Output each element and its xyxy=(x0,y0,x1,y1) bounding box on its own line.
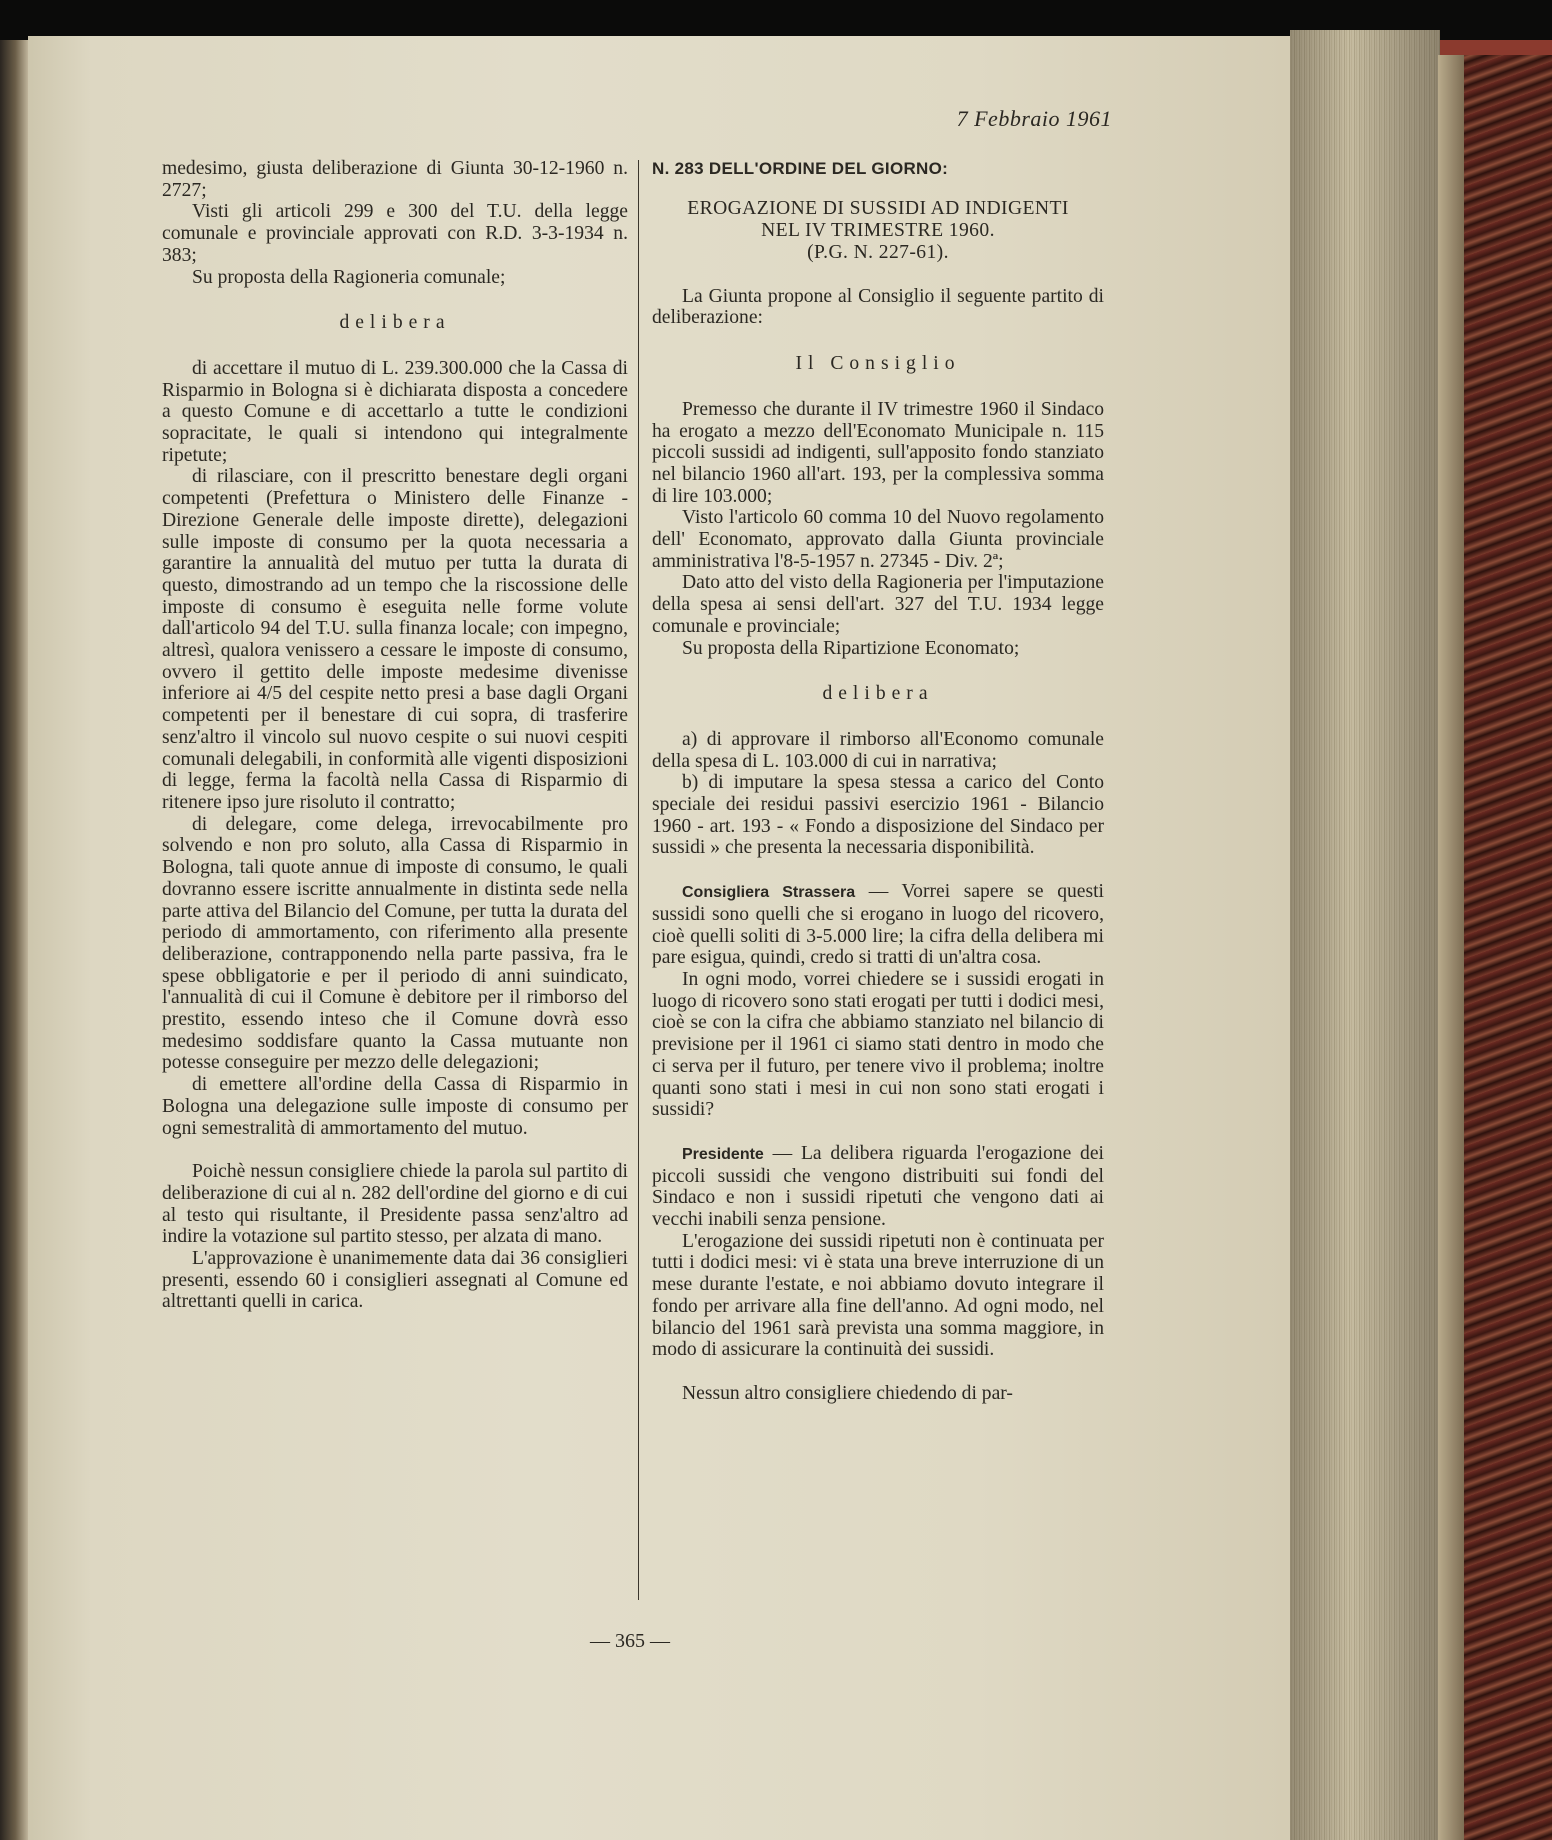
title-line-2: NEL IV TRIMESTRE 1960. xyxy=(761,219,995,241)
agenda-item-number: N. 283 DELL'ORDINE DEL GIORNO: xyxy=(652,159,949,178)
right-paragraph-1: La Giunta propone al Consiglio il seguente partito di deliberazione: xyxy=(652,285,1104,329)
speech-strassera xyxy=(652,881,1104,969)
speech-presidente-text: — La delibera riguarda l'erogazione dei piccoli sussidi che vengono distribuiti sui fondi del Sindaco e non i sussidi ripetuti che vengono dati ai vecchi inabili senza pensione. xyxy=(652,1142,1104,1231)
right-delibera-heading: delibera xyxy=(822,683,934,705)
left-paragraph-8: Poichè nessun consigliere chiede la parola sul partito di deliberazione di cui al n. 282 dell'ordine del giorno e di cui al testo qui risultante, il Presidente passa senz'altro ad indire la votazione sul partito stesso, per alzata di mano. xyxy=(162,1161,628,1248)
book-gutter-left xyxy=(0,40,28,1840)
speech-presidente-2: L'erogazione dei sussidi ripetuti non è continuata per tutti i dodici mesi: vi è stata una breve interruzione di un mese durante l'estate, e noi abbiamo dovuto integrare il fondo per arrivare alla fine dell'anno. Ad ogni modo, nel bilancio del 1961 sarà prevista una somma maggiore, in modo di assicurare la continuità dei sussidi. xyxy=(652,1230,1104,1361)
right-paragraph-b: b) di imputare la spesa stessa a carico del Conto speciale dei residui passivi esercizio 1961 - Bilancio 1960 - art. 193 - « Fondo a disposizione del Sindaco per sussidi » che presenta la necessaria disponibilità. xyxy=(652,772,1104,859)
speaker-strassera: Consigliera Strassera xyxy=(682,884,856,902)
right-paragraph-a: a) di approvare il rimborso all'Economo comunale della spesa di L. 103.000 di cui in narrativa; xyxy=(652,728,1104,772)
page-number: — 365 — xyxy=(590,1630,670,1652)
left-paragraph-2: Visti gli articoli 299 e 300 del T.U. della legge comunale e provinciale approvati con R.D. 3-3-1934 n. 383; xyxy=(162,201,628,266)
right-paragraph-2: Premesso che durante il IV trimestre 1960 il Sindaco ha erogato a mezzo dell'Economato Municipale n. 115 piccoli sussidi ad indigenti, sull'apposito fondo stanziato nel bilancio 1960 all'art. 193, per la complessiva somma di lire 103.000; xyxy=(652,398,1104,507)
left-paragraph-4: di accettare il mutuo di L. 239.300.000 che la Cassa di Risparmio in Bologna si è dichiarata disposta a concedere a questo Comune e di accettarlo a tutte le condizioni sopracitate, le quali si intendono qui integralmente ripetute; xyxy=(162,357,628,466)
left-paragraph-9: L'approvazione è unanimemente data dai 36 consiglieri presenti, essendo 60 i consiglieri assegnati al Comune ed altrettanti quelli in carica. xyxy=(162,1248,628,1313)
left-paragraph-6: di delegare, come delega, irrevocabilmente pro solvendo e non pro soluto, alla Cassa di Risparmio in Bologna, tali quote annue di imposte di consumo, le quali dovranno essere iscritte annualmente in distinta sede nella parte attiva del Bilancio del Comune, per tutta la durata del periodo di ammortamento, con riferimento alla presente deliberazione, contrapponendo nella parte passiva, fra le spese obbligatorie e per il periodo di anni suindicato, l'annualità di cui il Comune è debitore per il rimborso del prestito, essendo inteso che il Comune dovrà esso medesimo soddisfare quanto la Cassa mutuante non potesse conseguire per mezzo delle delegazioni; xyxy=(162,813,628,1074)
left-paragraph-7: di emettere all'ordine della Cassa di Risparmio in Bologna una delegazione sulle imposte di consumo per ogni semestralità di ammortamento del mutuo. xyxy=(162,1074,628,1139)
right-paragraph-last: Nessun altro consigliere chiedendo di par- xyxy=(682,1382,1013,1404)
left-paragraph-1: medesimo, giusta deliberazione di Giunta 30-12-1960 n. 2727; xyxy=(162,158,628,201)
page-edges-shade xyxy=(1290,30,1440,1840)
speech-presidente xyxy=(652,1143,1104,1231)
column-divider xyxy=(638,160,639,1600)
speaker-presidente: Presidente xyxy=(682,1145,764,1163)
agenda-item-title xyxy=(652,198,1104,264)
speech-strassera-2: In ogni modo, vorrei chiedere se i sussidi erogati in luogo di ricovero sono stati erogati per tutti i dodici mesi, cioè se con la cifra che abbiamo stanziato nel bilancio di previsione per il 1961 ci siamo stati dentro in modo che ci serva per il futuro, per tenere vivo il problema; inoltre quanti sono stati i mesi in cui non sono stati erogati i sussidi? xyxy=(652,968,1104,1121)
left-column xyxy=(162,158,628,1313)
title-line-3: (P.G. N. 227-61). xyxy=(807,241,949,263)
right-paragraph-3: Visto l'articolo 60 comma 10 del Nuovo regolamento dell' Economato, approvato dalla Giunta provinciale amministrativa l'8-5-1957 n. 27345 - Div. 2ª; xyxy=(652,507,1104,572)
speech-strassera-text: — Vorrei sapere se questi sussidi sono quelli che si erogano in luogo del ricovero, cioè quelli soliti di 3-5.000 lire; la cifra della delibera mi pare esigua, quindi, credo si tratti di un'altra cosa. xyxy=(652,881,1104,969)
book-cover-edge xyxy=(1438,55,1464,1840)
right-paragraph-5: Su proposta della Ripartizione Economato; xyxy=(682,637,1020,659)
left-paragraph-5: di rilasciare, con il prescritto benestare degli organi competenti (Prefettura o Ministero delle Finanze - Direzione Generale delle imposte dirette), delegazioni sulle imposte di consumo per la quota necessaria a garantire la annualità del mutuo per tutta la durata di questo, dimostrando ad un tempo che la riscossione delle imposte di consumo è eseguita nelle forme volute dall'articolo 94 del T.U. sulla finanza locale; con impegno, altresì, qualora venissero a cessare le imposte di consumo, ovvero il gettito delle imposte medesime divenisse inferiore ai 4/5 del cespite netto presi a base dagli Organi competenti per il benestare di cui sopra, di trasferire senz'altro il vincolo sul nuovo cespite o sui nuovi cespiti comunali delegabili, in conformità alle vigenti disposizioni di legge, ferma la facoltà nella Cassa di Risparmio di ritenere ipso jure risoluto il contratto; xyxy=(162,466,628,813)
right-paragraph-4: Dato atto del visto della Ragioneria per l'imputazione della spesa ai sensi dell'art. 327 del T.U. 1934 legge comunale e provinciale; xyxy=(652,572,1104,637)
running-head-date: 7 Febbraio 1961 xyxy=(956,106,1112,131)
left-delibera-heading: delibera xyxy=(339,312,451,334)
consiglio-heading: Il Consiglio xyxy=(795,353,961,375)
title-line-1: EROGAZIONE DI SUSSIDI AD INDIGENTI xyxy=(687,197,1069,219)
right-column xyxy=(652,158,1104,1405)
left-paragraph-3: Su proposta della Ragioneria comunale; xyxy=(192,266,506,288)
